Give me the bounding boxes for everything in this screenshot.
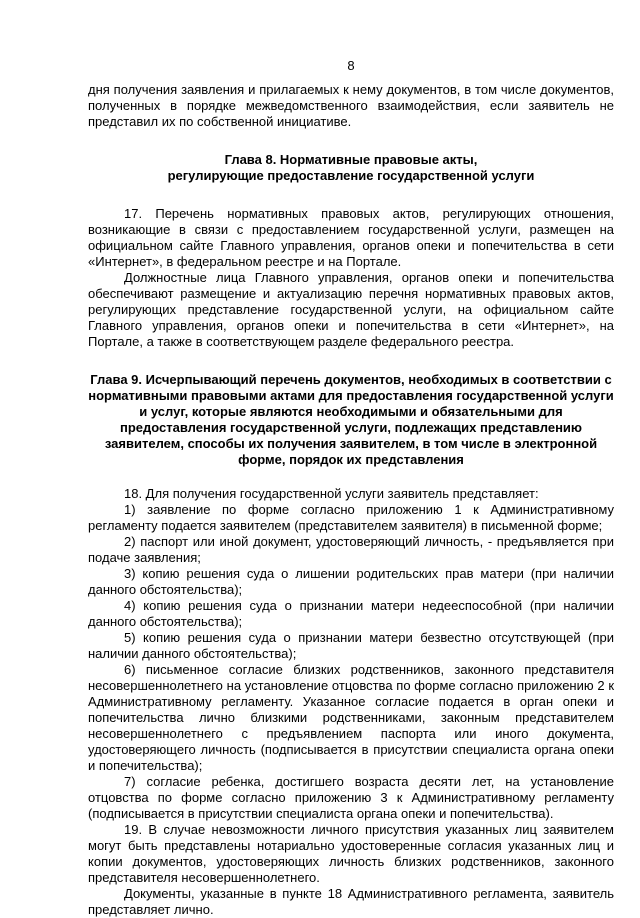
paragraph-17: 17. Перечень нормативных правовых актов, регулирующих отношения, возникающие в связи с предоставлением государственной услуги, размещен на официальном сайте Главного управления, органов опеки и попечительства в сети «Интернет», в федеральном реестре и на Портале. — [88, 206, 614, 269]
intro-paragraph: дня получения заявления и прилагаемых к нему документов, в том числе документов, полученных в порядке межведомственного взаимодействия, если заявитель не представил их по собственной инициативе. — [88, 82, 614, 129]
list-item-3: 3) копию решения суда о лишении родительских прав матери (при наличии данного обстоятельства); — [88, 566, 614, 597]
page-number: 8 — [347, 58, 355, 73]
chapter-9-heading: Глава 9. Исчерпывающий перечень документов, необходимых в соответствии с нормативными правовыми актами для предоставления государственной услуги и услуг, которые являются необходимыми и обязательными для предоставления государственной услуги, подлежащих представлению заявителем, способы их получения заявителем, в том числе в электронной форме, порядок их представления — [88, 372, 614, 467]
list-item-5: 5) копию решения суда о признании матери безвестно отсутствующей (при наличии данного обстоятельства); — [88, 630, 614, 661]
chapter-8-heading — [88, 152, 614, 184]
list-item-6: 6) письменное согласие близких родственников, законного представителя несовершеннолетнего на установление отцовства по форме согласно приложению 2 к Административному регламенту. Указанное согласие подается в орган опеки и попечительства лично близкими родственниками, законным представителем несовершеннолетнего с предъявлением паспорта или иного документа, удостоверяющего личность (подписывается в присутствии специалиста органа опеки и попечительства); — [88, 662, 614, 773]
paragraph-documents-personally: Документы, указанные в пункте 18 Административного регламента, заявитель представляет лично. — [88, 886, 614, 917]
list-item-7: 7) согласие ребенка, достигшего возраста десяти лет, на установление отцовства по форме согласно приложению 3 к Административному регламенту (подписывается в присутствии специалиста органа опеки и попечительства). — [88, 774, 614, 821]
list-item-2: 2) паспорт или иной документ, удостоверяющий личность, - предъявляется при подаче заявления; — [88, 534, 614, 565]
list-item-4: 4) копию решения суда о признании матери недееспособной (при наличии данного обстоятельства); — [88, 598, 614, 629]
paragraph-17-officials: Должностные лица Главного управления, органов опеки и попечительства обеспечивают размещение и актуализацию перечня нормативных правовых актов, регулирующих представление государственной услуги, на официальном сайте Главного управления, органов опеки и попечительства в сети «Интернет», на Портале, а также в соответствующем разделе федерального реестра. — [88, 270, 614, 349]
paragraph-19: 19. В случае невозможности личного присутствия указанных лиц заявителем могут быть представлены нотариально удостоверенные согласия указанных лиц и копии документов, удостоверяющих личность близких родственников, законного представителя несовершеннолетнего. — [88, 822, 614, 885]
chapter-8-title-line-2: регулирующие предоставление государственной услуги — [167, 168, 535, 183]
paragraph-18: 18. Для получения государственной услуги заявитель представляет: — [124, 486, 539, 501]
list-item-1: 1) заявление по форме согласно приложению 1 к Административному регламенту подается заявителем (представителем заявителя) в письменной форме; — [88, 502, 614, 533]
chapter-8-title-line-1: Глава 8. Нормативные правовые акты, — [224, 152, 478, 167]
